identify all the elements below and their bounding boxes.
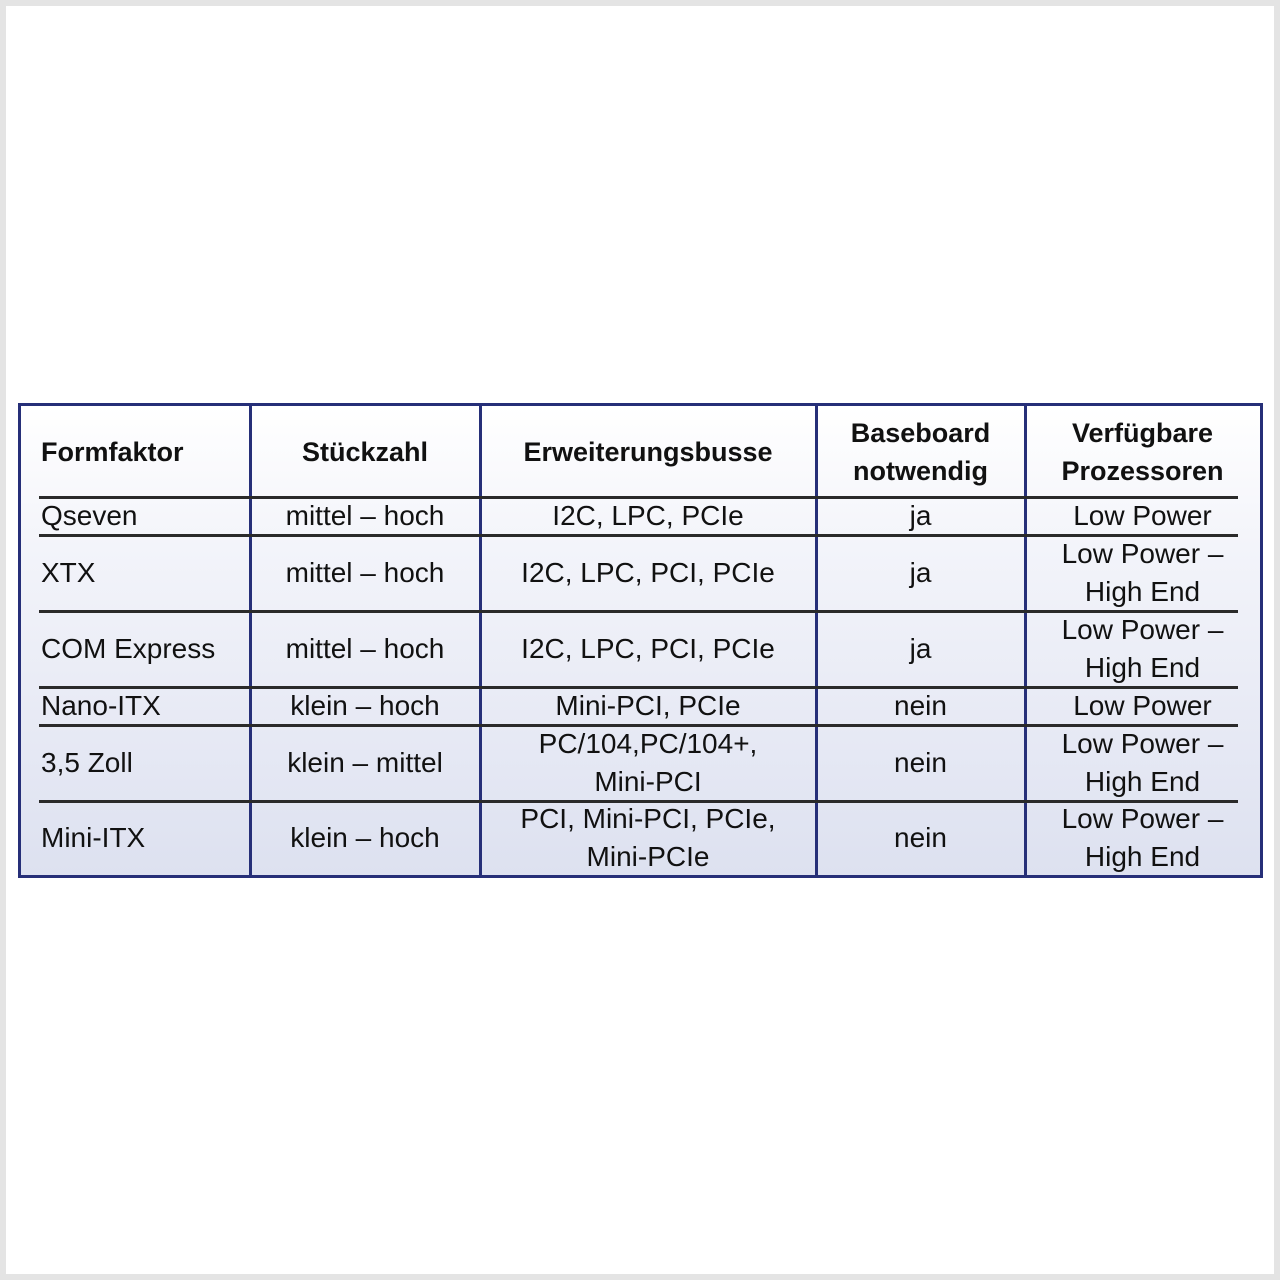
cell-formfaktor: [21, 535, 250, 611]
cell-formfaktor-text: COM Express: [41, 633, 216, 664]
cell-stueckzahl: [250, 497, 480, 535]
cell-baseboard-text: ja: [909, 500, 932, 531]
header-erweiterungsbusse-text: Erweiterungsbusse: [523, 436, 773, 467]
cell-prozessoren-text: Low Power: [1073, 500, 1212, 531]
cell-baseboard-text: ja: [909, 633, 932, 664]
cell-erweiterungsbusse: [480, 535, 816, 611]
cell-prozessoren-text: Low Power – High End: [1061, 614, 1224, 683]
cell-erweiterungsbusse-text: Mini-PCI, PCIe: [555, 690, 741, 721]
cell-prozessoren-text: Low Power: [1073, 690, 1212, 721]
cell-prozessoren: [1025, 725, 1260, 801]
cell-stueckzahl: [250, 687, 480, 725]
header-erweiterungsbusse: [480, 406, 816, 497]
cell-formfaktor-text: XTX: [41, 557, 96, 588]
cell-stueckzahl-text: mittel – hoch: [285, 500, 445, 531]
cell-stueckzahl: [250, 725, 480, 801]
cell-formfaktor-text: Mini-ITX: [41, 822, 146, 853]
cell-formfaktor-text: Nano-ITX: [41, 690, 161, 721]
cell-baseboard: [816, 611, 1025, 687]
cell-prozessoren: [1025, 801, 1260, 875]
cell-erweiterungsbusse: [480, 687, 816, 725]
header-prozessoren: [1025, 406, 1260, 497]
cell-formfaktor: [21, 497, 250, 535]
header-baseboard-text: Baseboard notwendig: [850, 417, 991, 486]
header-stueckzahl: [250, 406, 480, 497]
formfactor-table: [18, 403, 1263, 878]
cell-prozessoren: [1025, 687, 1260, 725]
header-formfaktor: [21, 406, 250, 497]
cell-erweiterungsbusse: [480, 611, 816, 687]
cell-erweiterungsbusse-text: I2C, LPC, PCI, PCIe: [521, 633, 775, 664]
cell-prozessoren-text: Low Power – High End: [1061, 803, 1224, 872]
header-stueckzahl-text: Stückzahl: [301, 436, 429, 467]
cell-stueckzahl-text: klein – mittel: [287, 747, 443, 778]
cell-baseboard-text: nein: [894, 822, 947, 853]
cell-baseboard-text: ja: [909, 557, 932, 588]
cell-formfaktor: [21, 611, 250, 687]
cell-baseboard: [816, 497, 1025, 535]
cell-erweiterungsbusse-text: I2C, LPC, PCI, PCIe: [521, 557, 775, 588]
cell-baseboard: [816, 687, 1025, 725]
header-formfaktor-text: Formfaktor: [41, 436, 184, 467]
cell-erweiterungsbusse-text: I2C, LPC, PCIe: [552, 500, 744, 531]
cell-stueckzahl-text: mittel – hoch: [285, 557, 445, 588]
cell-erweiterungsbusse: [480, 801, 816, 875]
cell-stueckzahl-text: klein – hoch: [290, 822, 440, 853]
cell-formfaktor-text: Qseven: [41, 500, 138, 531]
cell-erweiterungsbusse: [480, 725, 816, 801]
cell-baseboard-text: nein: [894, 747, 947, 778]
cell-formfaktor: [21, 801, 250, 875]
cell-baseboard: [816, 725, 1025, 801]
header-baseboard: [816, 406, 1025, 497]
cell-baseboard: [816, 535, 1025, 611]
cell-prozessoren: [1025, 535, 1260, 611]
cell-erweiterungsbusse-text: PC/104,PC/104+, Mini-PCI: [538, 728, 758, 797]
cell-formfaktor: [21, 725, 250, 801]
cell-stueckzahl: [250, 611, 480, 687]
cell-baseboard: [816, 801, 1025, 875]
cell-stueckzahl-text: klein – hoch: [290, 690, 440, 721]
cell-formfaktor-text: 3,5 Zoll: [41, 747, 133, 778]
cell-erweiterungsbusse-text: PCI, Mini-PCI, PCIe, Mini-PCIe: [520, 803, 776, 872]
cell-stueckzahl-text: mittel – hoch: [285, 633, 445, 664]
cell-prozessoren: [1025, 611, 1260, 687]
cell-prozessoren-text: Low Power – High End: [1061, 728, 1224, 797]
cell-baseboard-text: nein: [894, 690, 947, 721]
header-prozessoren-text: Verfügbare Prozessoren: [1061, 417, 1224, 486]
cell-stueckzahl: [250, 801, 480, 875]
cell-erweiterungsbusse: [480, 497, 816, 535]
cell-prozessoren: [1025, 497, 1260, 535]
cell-prozessoren-text: Low Power – High End: [1061, 538, 1224, 607]
cell-stueckzahl: [250, 535, 480, 611]
cell-formfaktor: [21, 687, 250, 725]
